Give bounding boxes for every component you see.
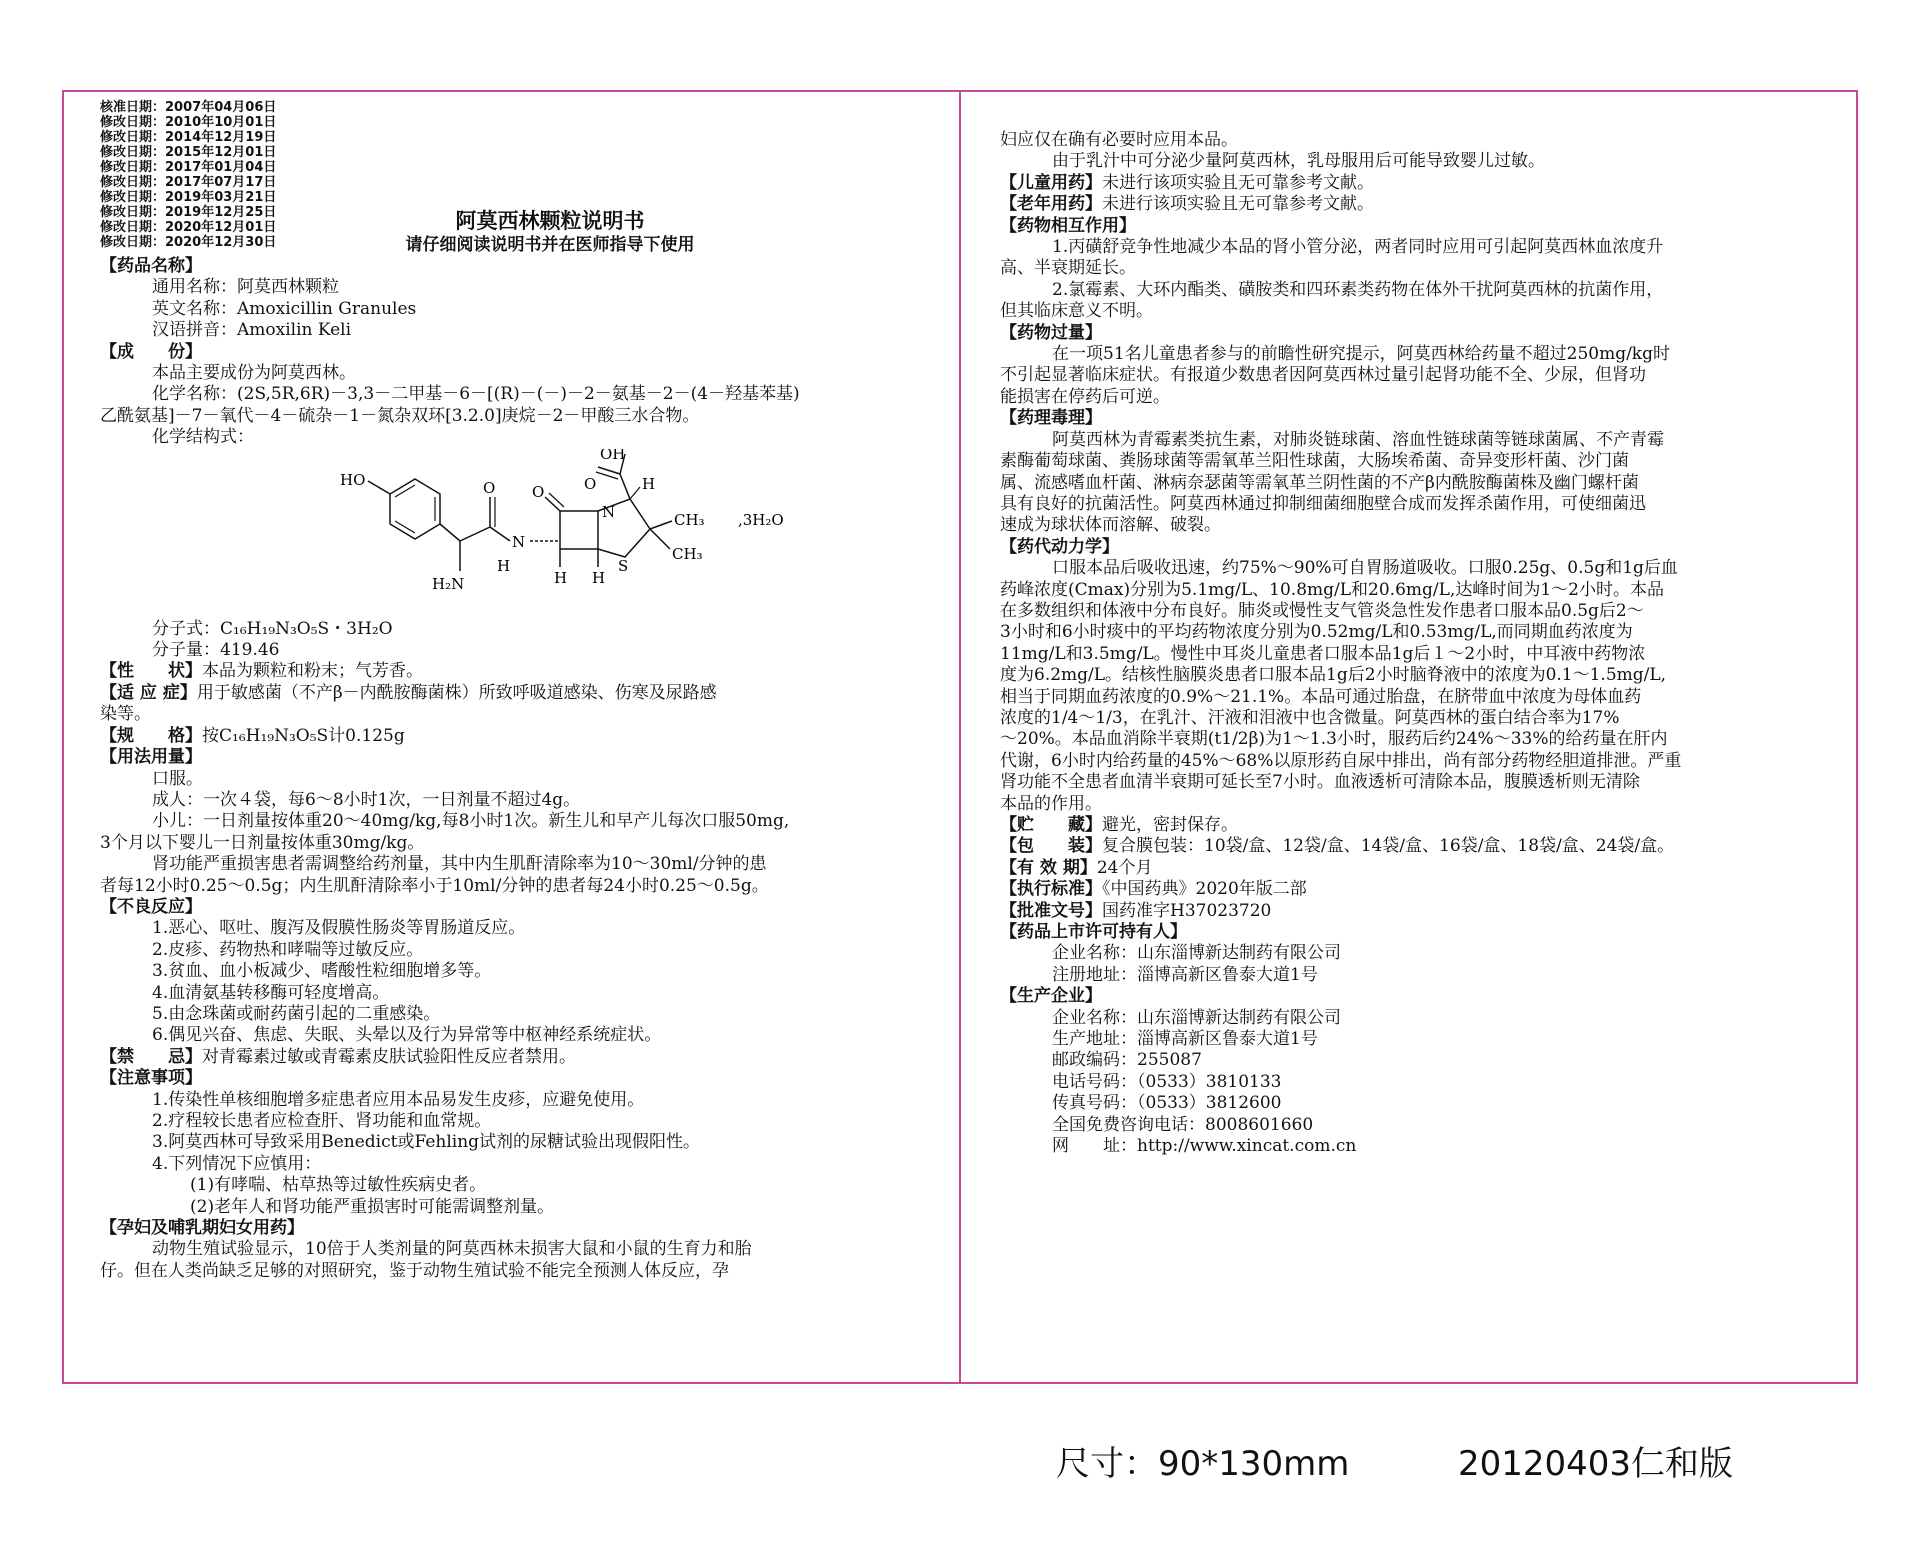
molecular-weight: 分子量：419.46 <box>152 640 280 661</box>
section-approval: 【批准文号】 <box>1000 900 1102 921</box>
storage-text: 避光，密封保存。 <box>1102 815 1238 835</box>
usage-line-4: 3个月以下婴儿一日剂量按体重30mg/kg。 <box>100 832 425 853</box>
pharmacology-line: 属、流感嗜血杆菌、淋病奈瑟菌等需氧革兰阴性菌的不产β内酰胺酶菌株及幽门螺杆菌 <box>1000 472 1639 493</box>
indications-text-2: 染等。 <box>100 704 151 725</box>
holder-address: 注册地址：淄博高新区鲁泰大道1号 <box>1052 964 1318 985</box>
struct-n2: N <box>512 532 526 551</box>
caution-subitem: (1)有哮喘、枯草热等过敏性疾病史者。 <box>190 1175 487 1196</box>
document-title: 阿莫西林颗粒说明书 <box>455 209 645 233</box>
caution-subitem: (2)老年人和肾功能严重损害时可能需调整剂量。 <box>190 1196 555 1217</box>
specification-text: 按C₁₆H₁₉N₃O₅S计0.125g <box>202 725 405 746</box>
struct-o3: O <box>584 474 597 493</box>
struct-h4: H <box>592 568 606 587</box>
pregnancy-line-4: 由于乳汁中可分泌少量阿莫西林，乳母服用后可能导致婴儿过敏。 <box>1052 151 1545 172</box>
adverse-item: 1.恶心、呕吐、腹泻及假膜性肠炎等胃肠道反应。 <box>152 918 526 939</box>
section-composition: 【成 份】 <box>100 341 202 362</box>
children-text: 未进行该项实验且无可靠参考文献。 <box>1102 172 1374 193</box>
interaction-line-1: 1.丙磺舒竞争性地减少本品的肾小管分泌，两者同时应用可引起阿莫西林血浓度升 <box>1052 237 1664 258</box>
section-license-holder: 【药品上市许可持有人】 <box>1000 922 1187 943</box>
struct-ch3a: CH₃ <box>674 510 705 529</box>
title-block <box>250 208 850 256</box>
revision-date-label: 修改日期： <box>100 115 166 130</box>
maker-name: 企业名称：山东淄博新达制药有限公司 <box>1052 1007 1341 1028</box>
section-contraindications: 【禁 忌】 <box>100 1046 202 1067</box>
hotline: 全国免费咨询电话：8008601660 <box>1052 1114 1314 1135</box>
section-package: 【包 装】 <box>1000 836 1102 857</box>
footer-size: 尺寸：90*130mm <box>1056 1444 1350 1484</box>
pk-line: 在多数组织和体液中分布良好。肺炎或慢性支气管炎急性发作患者口服本品0.5g后2～ <box>1000 600 1644 621</box>
fax: 传真号码：（0533）3812600 <box>1052 1093 1282 1114</box>
contraindications-text: 对青霉素过敏或青霉素皮肤试验阳性反应者禁用。 <box>202 1046 576 1067</box>
pregnancy-line-3: 妇应仅在确有必要时应用本品。 <box>1000 130 1238 150</box>
revision-date-value: 2017年01月04日 <box>165 160 277 175</box>
section-storage: 【贮 藏】 <box>1000 815 1102 835</box>
adverse-item: 6.偶见兴奋、焦虑、失眠、头晕以及行为异常等中枢神经系统症状。 <box>152 1025 662 1046</box>
struct-h3: H <box>554 568 568 587</box>
common-name: 通用名称：阿莫西林颗粒 <box>152 277 339 298</box>
section-specification: 【规 格】 <box>100 725 202 746</box>
section-manufacturer: 【生产企业】 <box>1000 986 1102 1007</box>
holder-name: 企业名称：山东淄博新达制药有限公司 <box>1052 943 1341 964</box>
document-subtitle: 请仔细阅读说明书并在医师指导下使用 <box>405 235 695 255</box>
package-text: 复合膜包装：10袋/盒、12袋/盒、14袋/盒、16袋/盒、18袋/盒、24袋/盒。 <box>1102 836 1675 857</box>
usage-line-2: 成人：一次４袋，每6～8小时1次，一日剂量不超过4g。 <box>152 789 581 810</box>
maker-address: 生产地址：淄博高新区鲁泰大道1号 <box>1052 1029 1318 1050</box>
adverse-item: 3.贫血、血小板减少、嗜酸性粒细胞增多等。 <box>152 961 492 982</box>
revision-date-row <box>100 160 936 175</box>
revision-date-row <box>100 130 936 145</box>
section-standard: 【执行标准】 <box>1000 879 1102 900</box>
revision-date-label: 修改日期： <box>100 190 166 205</box>
pharmacology-line: 素酶葡萄球菌、粪肠球菌等需氧革兰阳性球菌，大肠埃希菌、奇异变形杆菌、沙门菌 <box>1000 451 1629 472</box>
struct-hydrate: ,3H₂O <box>738 510 784 529</box>
revision-date-value: 2010年10月01日 <box>165 115 277 130</box>
section-drug-name: 【药品名称】 <box>100 256 202 276</box>
section-validity: 【有 效 期】 <box>1000 857 1097 878</box>
struct-h2n: H₂N <box>432 574 465 593</box>
elderly-text: 未进行该项实验且无可靠参考文献。 <box>1102 194 1374 215</box>
pharmacology-line: 阿莫西林为青霉素类抗生素，对肺炎链球菌、溶血性链球菌等链球菌属、不产青霉 <box>1052 429 1664 450</box>
english-name: 英文名称：Amoxicillin Granules <box>152 298 417 319</box>
caution-item: 2.疗程较长患者应检查肝、肾功能和血常规。 <box>152 1111 492 1131</box>
pk-line: 3小时和6小时痰中的平均药物浓度分别为0.52mg/L和0.53mg/L,而同期血药浓度为 <box>1000 622 1633 643</box>
revision-date-label: 修改日期： <box>100 160 166 175</box>
pk-line: 代谢，6小时内给药量的45%～68%以原形药自尿中排出，尚有部分药物经胆道排泄。严重 <box>1000 750 1682 771</box>
revision-date-label: 修改日期： <box>100 235 166 250</box>
struct-ch3b: CH₃ <box>672 544 703 563</box>
section-pregnancy: 【孕妇及哺乳期妇女用药】 <box>100 1218 304 1239</box>
section-cautions: 【注意事项】 <box>100 1068 202 1089</box>
right-column <box>1000 130 1830 1158</box>
chemical-structure <box>300 449 800 619</box>
revision-date-label: 修改日期： <box>100 145 166 160</box>
revision-date-value: 2015年12月01日 <box>165 145 277 160</box>
pk-line: 口服本品后吸收迅速，约75%～90%可自胃肠道吸收。口服0.25g、0.5g和1g后血 <box>1052 558 1678 579</box>
pk-line: 11mg/L和3.5mg/L。慢性中耳炎儿童患者口服本品1g后１～2小时，中耳液中药物浓 <box>1000 643 1646 664</box>
adverse-item: 2.皮疹、药物热和哮喘等过敏反应。 <box>152 939 424 960</box>
pinyin-name: 汉语拼音：Amoxilin Keli <box>152 320 352 341</box>
section-adverse: 【不良反应】 <box>100 896 202 917</box>
overdose-line-2: 不引起显著临床症状。有报道少数患者因阿莫西林过量引起肾功能不全、少尿，但肾功 <box>1000 365 1646 386</box>
composition-main: 本品主要成份为阿莫西林。 <box>152 363 356 384</box>
section-elderly: 【老年用药】 <box>1000 194 1102 215</box>
revision-date-label: 修改日期： <box>100 205 166 220</box>
revision-date-value: 2020年12月30日 <box>165 235 277 250</box>
revision-date-row <box>100 100 936 115</box>
section-pharmacokinetics: 【药代动力学】 <box>1000 536 1119 557</box>
standard-text: 《中国药典》2020年版二部 <box>1102 879 1307 900</box>
revision-date-value: 2020年12月01日 <box>165 220 277 235</box>
section-pharmacology: 【药理毒理】 <box>1000 408 1102 429</box>
revision-date-label: 修改日期： <box>100 175 166 190</box>
revision-date-value: 2019年12月25日 <box>165 205 277 220</box>
revision-date-row <box>100 115 936 130</box>
left-column <box>100 100 936 1282</box>
pharmacology-line: 具有良好的抗菌活性。阿莫西林通过抑制细菌细胞壁合成而发挥杀菌作用，可使细菌迅 <box>1000 493 1646 514</box>
adverse-item: 5.由念珠菌或耐药菌引起的二重感染。 <box>152 1003 441 1024</box>
revision-date-label: 核准日期： <box>100 100 166 115</box>
phone: 电话号码：（0533）3810133 <box>1052 1071 1282 1092</box>
chemical-name-line2: 乙酰氨基]－7－氧代－4－硫杂－1－氮杂双环[3.2.0]庚烷－2－甲酸三水合物。 <box>100 405 700 426</box>
struct-n1: N <box>602 502 616 521</box>
structure-label: 化学结构式： <box>152 427 254 448</box>
indications-text-1: 用于敏感菌（不产β－内酰胺酶菌株）所致呼吸道感染、伤寒及尿路感 <box>196 682 717 703</box>
revision-date-value: 2007年04月06日 <box>165 100 277 115</box>
section-overdose: 【药物过量】 <box>1000 322 1102 343</box>
section-usage: 【用法用量】 <box>100 747 202 768</box>
revision-date-value: 2017年07月17日 <box>165 175 277 190</box>
caution-item: 1.传染性单核细胞增多症患者应用本品易发生皮疹，应避免使用。 <box>152 1089 645 1110</box>
struct-o2: O <box>532 482 545 501</box>
overdose-line-3: 能损害在停药后可逆。 <box>1000 386 1170 407</box>
usage-line-6: 者每12小时0.25～0.5g；内生肌酐清除率小于10ml/分钟的患者每24小时0.25～0.5g。 <box>100 875 769 896</box>
interaction-line-3: 2.氯霉素、大环内酯类、磺胺类和四环素类药物在体外干扰阿莫西林的抗菌作用， <box>1052 279 1664 300</box>
pregnancy-line-1: 动物生殖试验显示，10倍于人类剂量的阿莫西林未损害大鼠和小鼠的生育力和胎 <box>152 1239 752 1260</box>
validity-text: 24个月 <box>1096 857 1153 878</box>
column-divider <box>959 90 961 1384</box>
revision-date-row <box>100 175 936 190</box>
struct-o1: O <box>483 478 496 497</box>
revision-date-value: 2019年03月21日 <box>165 190 277 205</box>
revision-date-row <box>100 190 936 205</box>
pharmacology-line: 速成为球状体而溶解、破裂。 <box>1000 515 1221 536</box>
chemical-name-line1: 化学名称：(2S,5R,6R)－3,3－二甲基－6－[(R)－(－)－2－氨基－2－(4－羟基苯基) <box>152 384 800 405</box>
revision-date-row <box>100 145 936 160</box>
approval-text: 国药准字H37023720 <box>1102 900 1272 921</box>
section-interactions: 【药物相互作用】 <box>1000 215 1136 236</box>
structure-diagram <box>300 449 800 619</box>
revision-date-value: 2014年12月19日 <box>165 130 277 145</box>
struct-s: S <box>618 556 629 575</box>
struct-h1: H <box>642 474 656 493</box>
overdose-line-1: 在一项51名儿童患者参与的前瞻性研究提示，阿莫西林给药量不超过250mg/kg时 <box>1052 344 1670 365</box>
usage-line-5: 肾功能严重损害患者需调整给药剂量，其中内生肌酐清除率为10～30ml/分钟的患 <box>152 854 767 875</box>
pk-line: 本品的作用。 <box>1000 793 1102 814</box>
interaction-line-2: 高、半衰期延长。 <box>1000 258 1136 279</box>
postcode: 邮政编码：255087 <box>1052 1050 1202 1071</box>
interaction-line-4: 但其临床意义不明。 <box>1000 301 1153 322</box>
pk-line: 浓度的1/4～1/3，在乳汁、汗液和泪液中也含微量。阿莫西林的蛋白结合率为17% <box>1000 707 1620 728</box>
footer-version: 20120403仁和版 <box>1458 1444 1734 1484</box>
section-children: 【儿童用药】 <box>1000 172 1102 193</box>
pk-line: 度为6.2mg/L。结核性脑膜炎患者口服本品1g后2小时脑脊液中的浓度为0.1～1.5mg/L, <box>1000 665 1667 686</box>
molecular-formula: 分子式：C₁₆H₁₉N₃O₅S・3H₂O <box>152 618 393 639</box>
pk-line: 肾功能不全患者血清半衰期可延长至7小时。血液透析可清除本品，腹膜透析则无清除 <box>1000 772 1640 793</box>
caution-item: 3.阿莫西林可导致采用Benedict或Fehling试剂的尿糖试验出现假阳性。 <box>152 1132 701 1153</box>
section-properties: 【性 状】 <box>100 661 202 682</box>
pk-line: ～20%。本品血消除半衰期(t1/2β)为1～1.3小时，服药后约24%～33%的给药量在肝内 <box>1000 729 1668 750</box>
pregnancy-line-2: 仔。但在人类尚缺乏足够的对照研究，鉴于动物生殖试验不能完全预测人体反应，孕 <box>100 1260 729 1281</box>
revision-date-label: 修改日期： <box>100 220 166 235</box>
pk-line: 相当于同期血药浓度的0.9%～21.1%。本品可通过胎盘，在脐带血中浓度为母体血药 <box>1000 686 1642 707</box>
revision-date-label: 修改日期： <box>100 130 166 145</box>
caution-item: 4.下列情况下应慎用： <box>152 1153 322 1174</box>
usage-line-1: 口服。 <box>152 768 203 789</box>
usage-line-3: 小儿：一日剂量按体重20～40mg/kg,每8小时1次。新生儿和早产儿每次口服50mg, <box>152 811 790 832</box>
struct-h2: H <box>497 556 511 575</box>
properties-text: 本品为颗粒和粉末；气芳香。 <box>202 661 423 682</box>
struct-ho: HO <box>340 470 366 489</box>
section-indications: 【适 应 症】 <box>100 682 197 703</box>
adverse-item: 4.血清氨基转移酶可轻度增高。 <box>152 982 390 1003</box>
website-link[interactable]: 网 址：http://www.xincat.com.cn <box>1052 1136 1357 1157</box>
pk-line: 药峰浓度(Cmax)分别为5.1mg/L、10.8mg/L和20.6mg/L,达峰时间为1～2小时。本品 <box>1000 579 1664 600</box>
struct-oh: OH <box>600 448 626 463</box>
